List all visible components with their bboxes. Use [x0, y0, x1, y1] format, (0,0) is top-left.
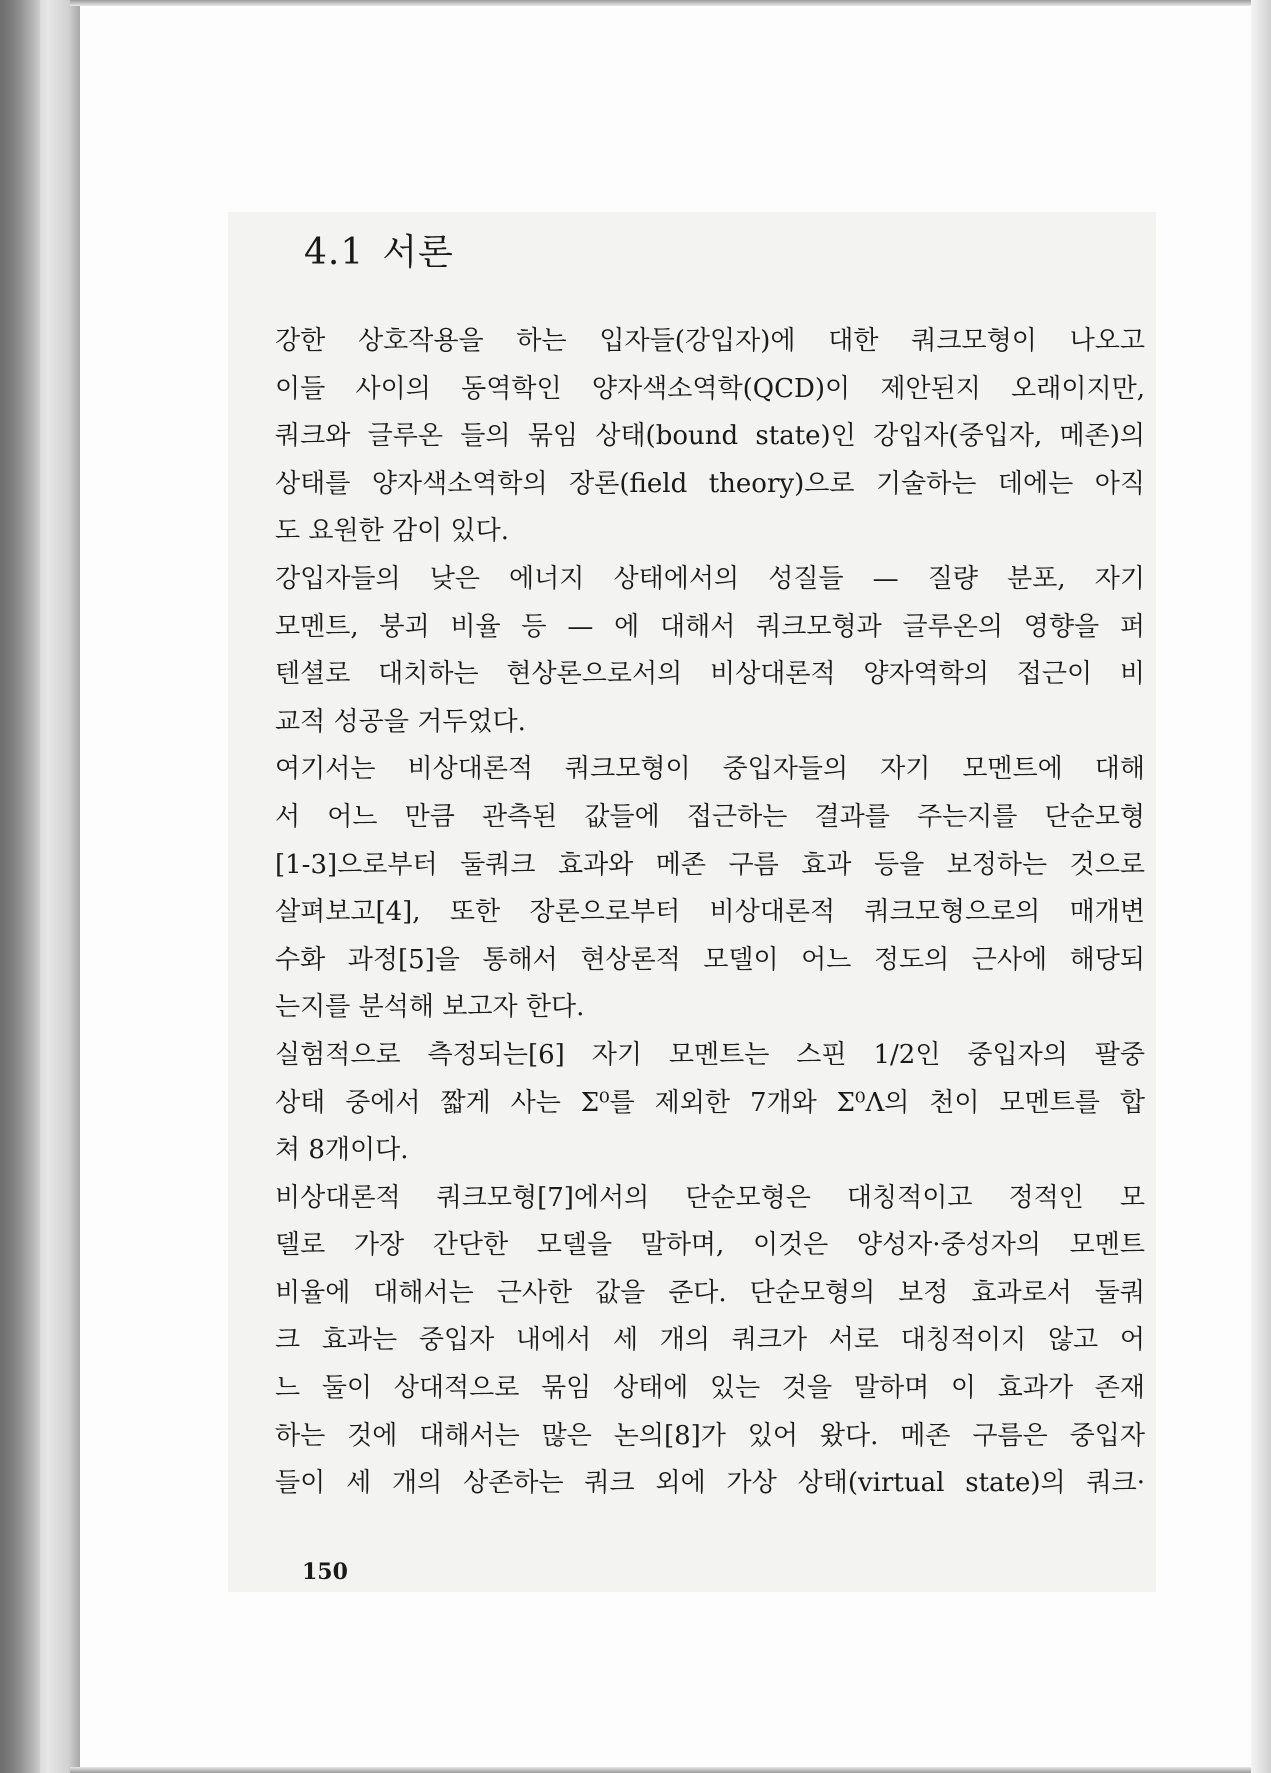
text-line: 서 어느 만큼 관측된 값들에 접근하는 결과를 주는지를 단순모형 — [275, 801, 1145, 832]
text-line: 모멘트, 붕괴 비율 등 — 에 대해서 쿼크모형과 글루온의 영향을 퍼 — [275, 611, 1145, 642]
section-number: 4.1 — [304, 232, 365, 273]
page-right-edge — [1251, 0, 1271, 1773]
text-line: 쿼크와 글루온 들의 묶임 상태(bound state)인 강입자(중입자, 메존)의 — [275, 421, 1145, 452]
text-line: 비상대론적 쿼크모형[7]에서의 단순모형은 대칭적이고 정적인 모 — [275, 1182, 1145, 1213]
text-line: 도 요원한 감이 있다. — [275, 516, 509, 547]
text-line: 교적 성공을 거두었다. — [275, 706, 526, 737]
text-line: 상태를 양자색소역학의 장론(field theory)으로 기술하는 데에는 아직 — [275, 468, 1145, 499]
text-line: 느 둘이 상대적으로 묶임 상태에 있는 것을 말하며 이 효과가 존재 — [275, 1373, 1145, 1404]
section-heading — [304, 224, 454, 275]
body-text — [275, 318, 1145, 1508]
text-line: 실험적으로 측정되는[6] 자기 모멘트는 스핀 1/2인 중입자의 팔중 — [275, 1039, 1145, 1070]
text-line: 강입자들의 낮은 에너지 상태에서의 성질들 — 질량 분포, 자기 — [275, 563, 1145, 594]
text-line: 살펴보고[4], 또한 장론으로부터 비상대론적 쿼크모형으로의 매개변 — [275, 897, 1145, 928]
text-line: 하는 것에 대해서는 많은 논의[8]가 있어 왔다. 메존 구름은 중입자 — [275, 1420, 1145, 1451]
text-line: 비율에 대해서는 근사한 값을 준다. 단순모형의 보정 효과로서 둘쿼 — [275, 1277, 1145, 1308]
spine-shadow — [0, 0, 40, 1773]
text-line: 상태 중에서 짧게 사는 Σ⁰를 제외한 7개와 Σ⁰Λ의 천이 모멘트를 합 — [275, 1087, 1145, 1118]
page-bottom-edge — [70, 1767, 1271, 1773]
text-line: 이들 사이의 동역학인 양자색소역학(QCD)이 제안된지 오래이지만, — [275, 373, 1145, 404]
text-line: 여기서는 비상대론적 쿼크모형이 중입자들의 자기 모멘트에 대해 — [275, 754, 1145, 785]
text-line: 쳐 8개이다. — [275, 1135, 409, 1166]
section-title: 서론 — [382, 232, 454, 273]
text-line: 강한 상호작용을 하는 입자들(강입자)에 대한 쿼크모형이 나오고 — [275, 326, 1145, 356]
text-line: 수화 과정[5]을 통해서 현상론적 모델이 어느 정도의 근사에 해당되 — [275, 944, 1145, 975]
text-line: 는지를 분석해 보고자 한다. — [275, 992, 585, 1023]
text-line: 들이 세 개의 상존하는 쿼크 외에 가상 상태(virtual state)의 쿼크· — [275, 1468, 1145, 1499]
text-line: 델로 가장 간단한 모델을 말하며, 이것은 양성자·중성자의 모멘트 — [275, 1230, 1145, 1261]
text-line: 크 효과는 중입자 내에서 세 개의 쿼크가 서로 대칭적이지 않고 어 — [275, 1325, 1145, 1356]
text-line: 텐셜로 대치하는 현상론으로서의 비상대론적 양자역학의 접근이 비 — [275, 659, 1145, 690]
text-line: [1-3]으로부터 둘쿼크 효과와 메존 구름 효과 등을 보정하는 것으로 — [275, 849, 1145, 880]
page-number: 150 — [302, 1559, 348, 1585]
